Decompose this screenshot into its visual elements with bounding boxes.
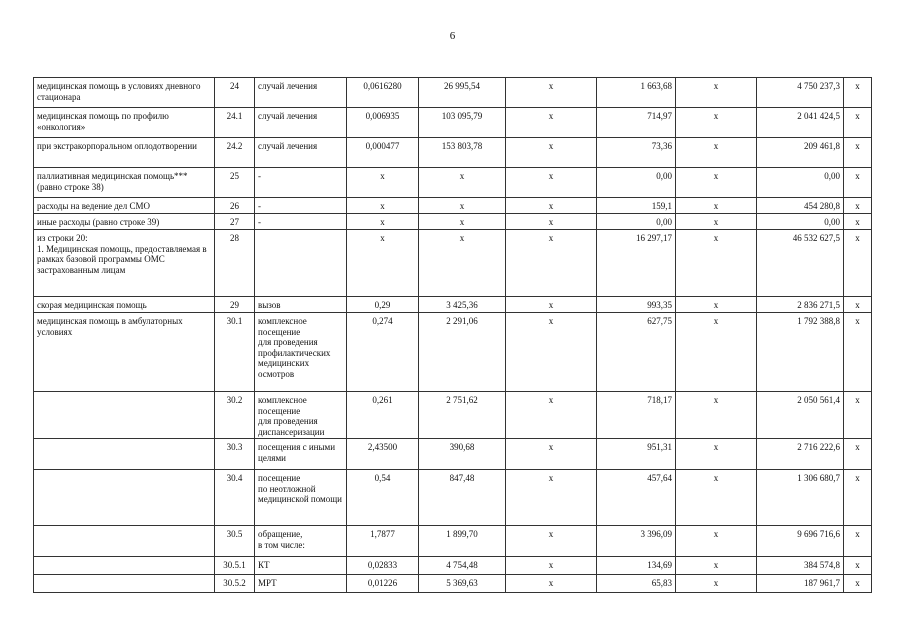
unit-cell: - [255,214,347,230]
unit-cell: посещение по неотложной медицинской помощи [255,470,347,526]
col7-cell: 714,97 [597,108,676,138]
col8-cell: х [676,439,757,470]
unit-cell: МРТ [255,575,347,593]
col6-cell: х [506,108,597,138]
table-row [34,470,872,526]
col8-cell: х [676,214,757,230]
col9-cell: 384 574,8 [757,557,844,575]
col7-cell: 718,17 [597,392,676,439]
name-cell: медицинская помощь по профилю «онкология» [34,108,215,138]
code-cell: 29 [215,297,255,313]
col6-cell: х [506,78,597,108]
name-cell: медицинская помощь в амбулаторных условиях [34,313,215,392]
col7-cell: 1 663,68 [597,78,676,108]
col7-cell: 3 396,09 [597,526,676,557]
col8-cell: х [676,108,757,138]
col7-cell: 951,31 [597,439,676,470]
norm-cell: х [347,198,419,214]
unit-cell: случай лечения [255,138,347,168]
cost-cell: 103 095,79 [419,108,506,138]
page-number: 6 [449,30,456,42]
col7-cell: 159,1 [597,198,676,214]
col9-cell: 187 961,7 [757,575,844,593]
norm-cell: 2,43500 [347,439,419,470]
norm-cell: 0,274 [347,313,419,392]
col10-cell: х [844,168,872,198]
col7-cell: 0,00 [597,214,676,230]
code-cell: 27 [215,214,255,230]
col7-cell: 65,83 [597,575,676,593]
name-cell: скорая медицинская помощь [34,297,215,313]
cost-cell: 390,68 [419,439,506,470]
cost-cell: 2 291,06 [419,313,506,392]
col6-cell: х [506,526,597,557]
col8-cell: х [676,297,757,313]
unit-cell: комплексное посещение для проведения профилактических медицинских осмотров [255,313,347,392]
code-cell: 24.2 [215,138,255,168]
norm-cell: 0,54 [347,470,419,526]
col7-cell: 457,64 [597,470,676,526]
col10-cell: х [844,138,872,168]
table-row [34,557,872,575]
col10-cell: х [844,439,872,470]
col9-cell: 46 532 627,5 [757,230,844,297]
name-cell [34,575,215,593]
col10-cell: х [844,575,872,593]
name-cell [34,439,215,470]
name-cell [34,392,215,439]
norm-cell: 0,000477 [347,138,419,168]
unit-cell: - [255,168,347,198]
col7-cell: 16 297,17 [597,230,676,297]
norm-cell: х [347,214,419,230]
name-cell [34,557,215,575]
cost-cell: х [419,168,506,198]
norm-cell: 0,29 [347,297,419,313]
col7-cell: 627,75 [597,313,676,392]
col8-cell: х [676,230,757,297]
col8-cell: х [676,168,757,198]
col6-cell: х [506,470,597,526]
code-cell: 30.5.2 [215,575,255,593]
col10-cell: х [844,297,872,313]
name-cell: расходы на ведение дел СМО [34,198,215,214]
unit-cell: обращение, в том числе: [255,526,347,557]
col10-cell: х [844,198,872,214]
col8-cell: х [676,313,757,392]
unit-cell: КТ [255,557,347,575]
unit-cell: посещения с иными целями [255,439,347,470]
cost-cell: 5 369,63 [419,575,506,593]
norm-cell: 0,01226 [347,575,419,593]
table-row [34,526,872,557]
code-cell: 30.4 [215,470,255,526]
norm-cell: 0,02833 [347,557,419,575]
col10-cell: х [844,230,872,297]
norm-cell: х [347,168,419,198]
unit-cell [255,230,347,297]
col9-cell: 9 696 716,6 [757,526,844,557]
col9-cell: 1 792 388,8 [757,313,844,392]
col6-cell: х [506,198,597,214]
col8-cell: х [676,575,757,593]
financing-table [33,77,872,593]
norm-cell: 0,261 [347,392,419,439]
table-row [34,230,872,297]
code-cell: 28 [215,230,255,297]
table-row [34,297,872,313]
col10-cell: х [844,526,872,557]
table-row [34,313,872,392]
unit-cell: - [255,198,347,214]
table-row [34,168,872,198]
code-cell: 25 [215,168,255,198]
col9-cell: 454 280,8 [757,198,844,214]
col8-cell: х [676,470,757,526]
code-cell: 26 [215,198,255,214]
col9-cell: 2 716 222,6 [757,439,844,470]
col6-cell: х [506,138,597,168]
table-row [34,108,872,138]
cost-cell: 26 995,54 [419,78,506,108]
code-cell: 30.2 [215,392,255,439]
norm-cell: 1,7877 [347,526,419,557]
col7-cell: 0,00 [597,168,676,198]
code-cell: 30.5 [215,526,255,557]
col8-cell: х [676,526,757,557]
col6-cell: х [506,392,597,439]
cost-cell: х [419,230,506,297]
col6-cell: х [506,168,597,198]
col7-cell: 134,69 [597,557,676,575]
table-row [34,78,872,108]
col6-cell: х [506,557,597,575]
cost-cell: 153 803,78 [419,138,506,168]
cost-cell: 4 754,48 [419,557,506,575]
unit-cell: вызов [255,297,347,313]
norm-cell: 0,0616280 [347,78,419,108]
table-row [34,575,872,593]
code-cell: 30.1 [215,313,255,392]
norm-cell: х [347,230,419,297]
col10-cell: х [844,470,872,526]
col10-cell: х [844,392,872,439]
name-cell [34,526,215,557]
col6-cell: х [506,214,597,230]
col9-cell: 4 750 237,3 [757,78,844,108]
table-row [34,392,872,439]
col10-cell: х [844,108,872,138]
col10-cell: х [844,78,872,108]
code-cell: 30.5.1 [215,557,255,575]
name-cell: паллиативная медицинская помощь*** (равно строке 38) [34,168,215,198]
col6-cell: х [506,313,597,392]
norm-cell: 0,006935 [347,108,419,138]
code-cell: 24 [215,78,255,108]
col8-cell: х [676,138,757,168]
name-cell: медицинская помощь в условиях дневного стационара [34,78,215,108]
table-row [34,439,872,470]
code-cell: 24.1 [215,108,255,138]
unit-cell: случай лечения [255,78,347,108]
cost-cell: 2 751,62 [419,392,506,439]
unit-cell: комплексное посещение для проведения диспансеризации [255,392,347,439]
col9-cell: 0,00 [757,214,844,230]
table-row [34,138,872,168]
name-cell [34,470,215,526]
col10-cell: х [844,313,872,392]
col6-cell: х [506,297,597,313]
col8-cell: х [676,78,757,108]
col6-cell: х [506,575,597,593]
cost-cell: 3 425,36 [419,297,506,313]
table-row [34,214,872,230]
cost-cell: х [419,214,506,230]
col9-cell: 2 836 271,5 [757,297,844,313]
code-cell: 30.3 [215,439,255,470]
col9-cell: 0,00 [757,168,844,198]
unit-cell: случай лечения [255,108,347,138]
cost-cell: 847,48 [419,470,506,526]
col10-cell: х [844,557,872,575]
col7-cell: 993,35 [597,297,676,313]
table-row [34,198,872,214]
col9-cell: 2 041 424,5 [757,108,844,138]
col9-cell: 209 461,8 [757,138,844,168]
cost-cell: 1 899,70 [419,526,506,557]
col8-cell: х [676,557,757,575]
col9-cell: 2 050 561,4 [757,392,844,439]
col8-cell: х [676,198,757,214]
cost-cell: х [419,198,506,214]
col6-cell: х [506,439,597,470]
col6-cell: х [506,230,597,297]
col8-cell: х [676,392,757,439]
col7-cell: 73,36 [597,138,676,168]
col10-cell: х [844,214,872,230]
name-cell: при экстракорпоральном оплодотворении [34,138,215,168]
name-cell: из строки 20: 1. Медицинская помощь, предоставляемая в рамках базовой программы ОМС застрахованным лицам [34,230,215,297]
col9-cell: 1 306 680,7 [757,470,844,526]
name-cell: иные расходы (равно строке 39) [34,214,215,230]
